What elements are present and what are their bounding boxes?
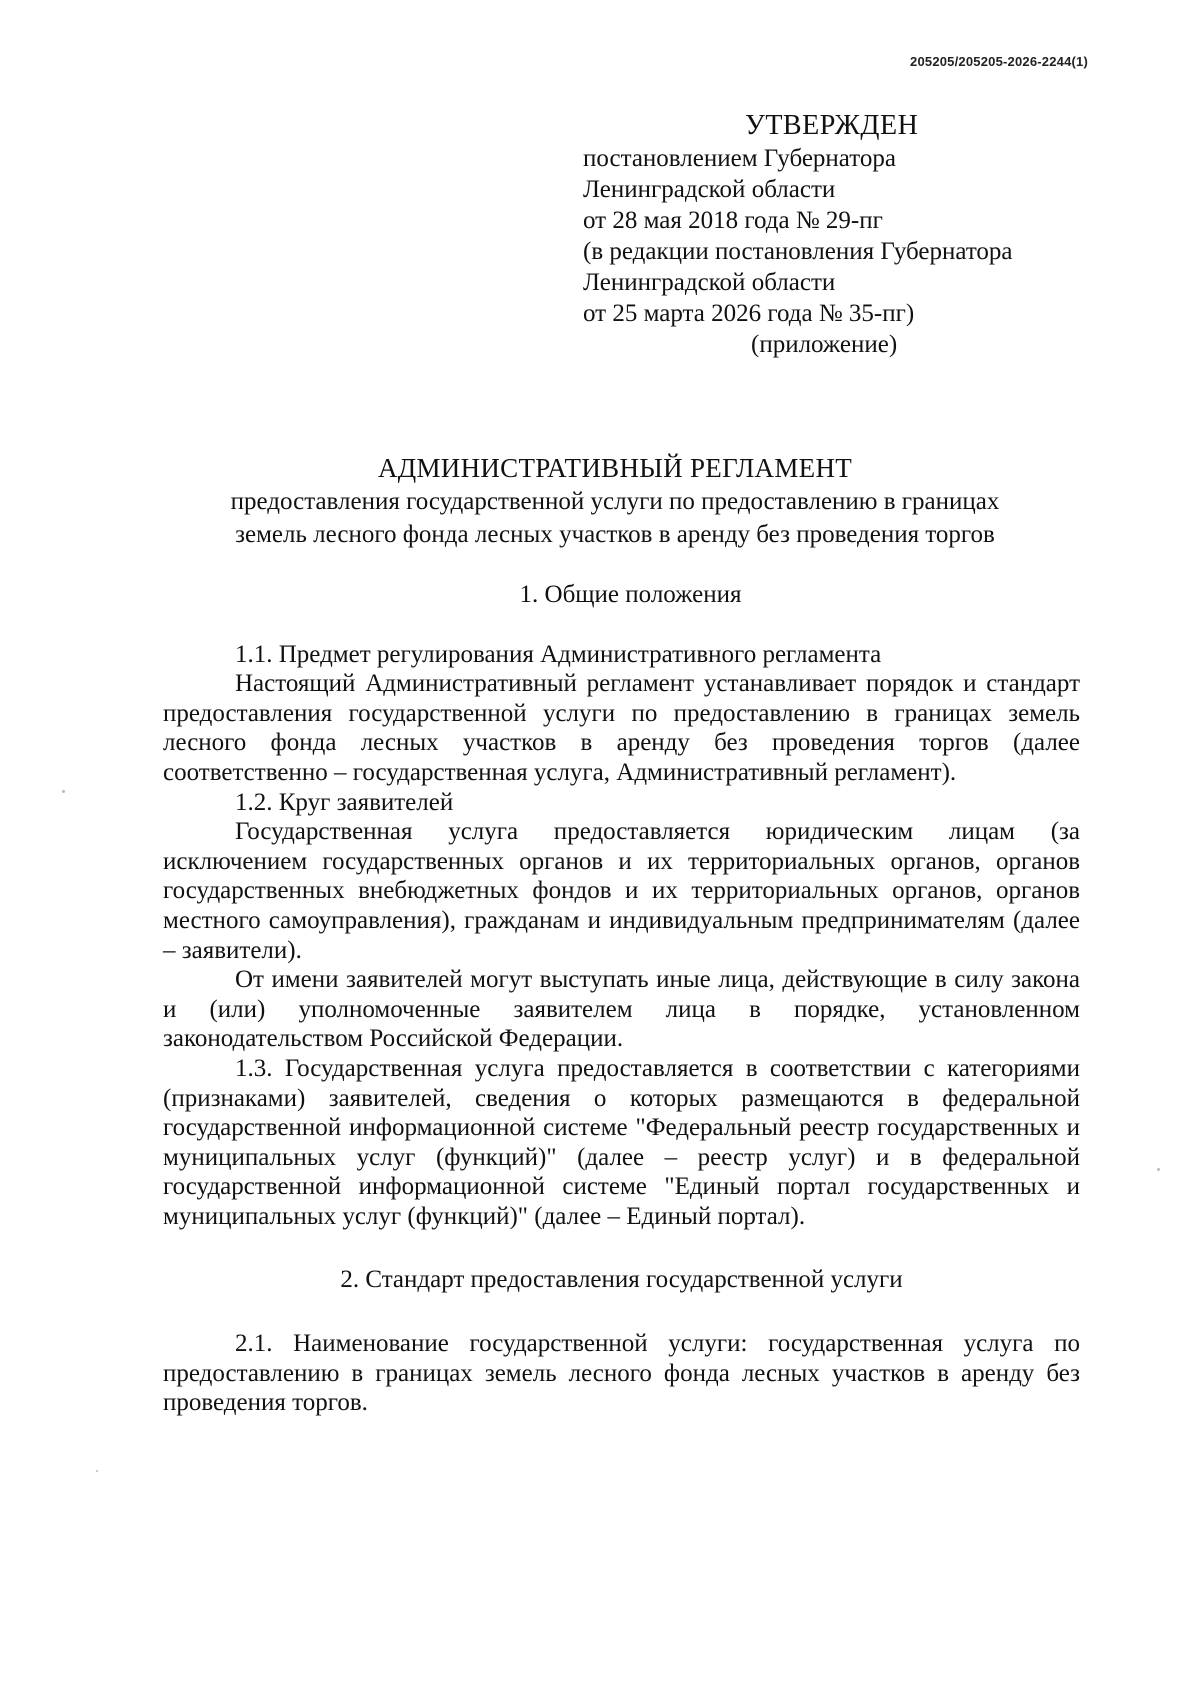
approval-line: постановлением Губернатора: [583, 145, 896, 172]
paragraph-1-2-heading: 1.2. Круг заявителей: [235, 788, 454, 816]
scan-speck: [96, 1470, 98, 1472]
regulation-heading: [120, 452, 1110, 551]
paragraph-2-1-text: 2.1. Наименование государственной услуги: государственная услуга по предоставлению в границах земель лесного фонда лесных участков в аренду без проведения торгов.: [163, 1330, 1080, 1417]
regulation-title: АДМИНИСТРАТИВНЫЙ РЕГЛАМЕНТ: [377, 453, 853, 483]
scan-speck: [1157, 1168, 1160, 1171]
approval-line: (в редакции постановления Губернатора: [583, 238, 1013, 265]
section-2-title: 2. Стандарт предоставления государственной услуги: [340, 1266, 903, 1294]
approval-line: Ленинградской области: [583, 269, 836, 296]
paragraph-1-2-text: Государственная услуга предоставляется юридическим лицам (за исключением государственных органов и их территориальных органов, органов государственных внебюджетных фондов и их территориальных органов, органов местного самоуправления), гражданам и индивидуальным предпринимателям (далее – заявители).: [163, 818, 1080, 964]
approval-line: от 25 марта 2026 года № 35-пг): [583, 300, 915, 327]
approval-line: от 28 мая 2018 года № 29-пг: [583, 207, 883, 234]
document-body: [163, 580, 1080, 1418]
paragraph-1-2-text-2: От имени заявителей могут выступать иные лица, действующие в силу закона и (или) уполномоченные заявителем лица в порядке, установленном законодательством Российской Федерации.: [163, 966, 1080, 1053]
section-1-title: 1. Общие положения: [519, 581, 742, 608]
regulation-subtitle-line: земель лесного фонда лесных участков в аренду без проведения торгов: [235, 521, 995, 548]
paragraph-1-1-heading: 1.1. Предмет регулирования Административного регламента: [235, 640, 882, 668]
document-id: 205205/205205-2026-2244(1): [910, 54, 1088, 69]
paragraph-1-3-text: 1.3. Государственная услуга предоставляется в соответствии с категориями (признаками) заявителей, сведения о которых размещаются в федеральной государственной информационной системе "Федеральный реестр государственных и муниципальных услуг (функций)" (далее – реестр услуг) и в федеральной государственной информационной системе "Единый портал государственных и муниципальных услуг (функций)" (далее – Единый портал).: [163, 1054, 1080, 1230]
approval-line: Ленинградской области: [583, 176, 836, 203]
regulation-subtitle-line: предоставления государственной услуги по предоставлению в границах: [230, 488, 1000, 515]
paragraph-1-1-text: Настоящий Административный регламент устанавливает порядок и стандарт предоставления государственной услуги по предоставлению в границах земель лесного фонда лесных участков в аренду без проведения торгов (далее соответственно – государственная услуга, Административный регламент).: [163, 670, 1080, 786]
scan-speck: [62, 790, 65, 793]
approval-title: УТВЕРЖДЕН: [745, 110, 919, 141]
approval-block: [583, 110, 1103, 360]
approval-appendix: (приложение): [751, 331, 898, 358]
